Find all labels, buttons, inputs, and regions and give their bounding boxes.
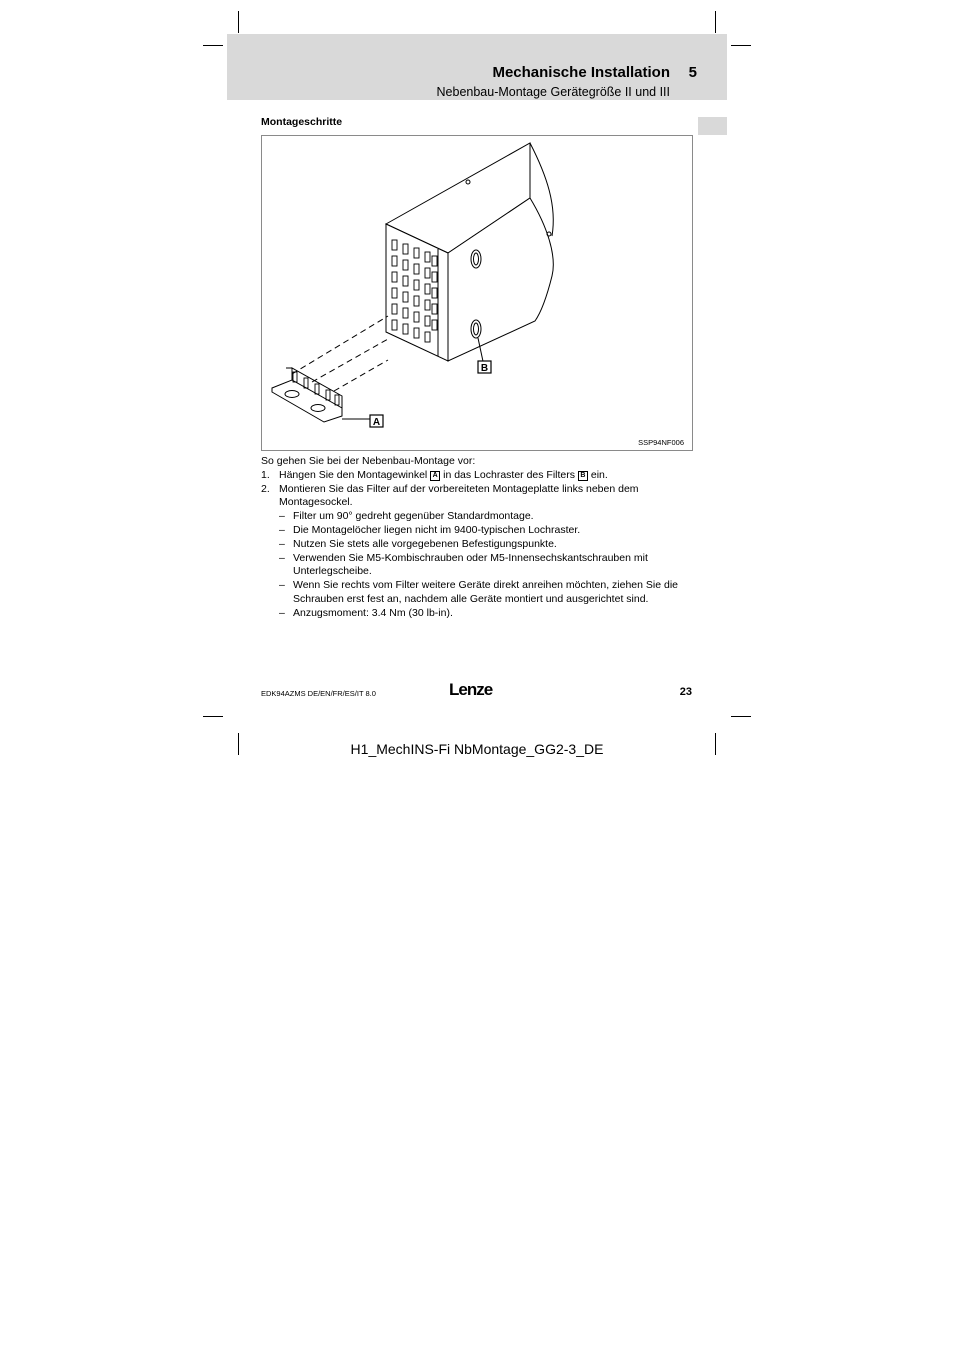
- step-number: 1.: [261, 468, 270, 481]
- step-2-details: [279, 510, 701, 620]
- crop-mark: [731, 716, 751, 717]
- chapter-tab-marker: [698, 117, 727, 135]
- label-b: B: [480, 363, 489, 374]
- list-item: – Filter um 90° gedreht gegenüber Standardmontage.: [279, 510, 534, 523]
- reference-a: A: [430, 471, 440, 481]
- list-item: – Anzugsmoment: 3.4 Nm (30 lb-in).: [279, 606, 453, 619]
- job-label: H1_MechINS-Fi NbMontage_GG2-3_DE: [350, 741, 604, 757]
- list-item: – Nutzen Sie stets alle vorgegebenen Befestigungspunkte.: [279, 537, 557, 550]
- step-2: [261, 483, 701, 511]
- document-code: EDK94AZMS DE/EN/FR/ES/IT 8.0: [261, 689, 376, 698]
- step-text: in das Lochraster des Filters: [443, 468, 576, 481]
- intro-text: So gehen Sie bei der Nebenbau-Montage vor:: [261, 455, 476, 467]
- page-number: 23: [679, 686, 692, 698]
- step-1: [261, 469, 701, 483]
- filter-mounting-illustration: [262, 136, 694, 452]
- mounting-figure: [261, 135, 693, 451]
- crop-mark: [203, 716, 223, 717]
- chapter-number: 5: [688, 64, 697, 81]
- reference-b: B: [578, 471, 588, 481]
- lenze-logo: Lenze: [449, 680, 493, 699]
- list-item: – Verwenden Sie M5-Kombischrauben oder M5-Innensechskantschrauben mit Unterlegscheibe.: [279, 551, 648, 578]
- crop-mark: [203, 45, 223, 46]
- crop-mark: [731, 45, 751, 46]
- page-subtitle: Nebenbau-Montage Gerätegröße II und III: [436, 85, 670, 99]
- instructions: [261, 455, 701, 621]
- header-band: [227, 34, 727, 100]
- list-item: – Die Montagelöcher liegen nicht im 9400-typischen Lochraster.: [279, 523, 581, 536]
- step-text: Hängen Sie den Montagewinkel: [279, 468, 428, 481]
- figure-code: SSP94NF006: [638, 438, 684, 447]
- step-text: Montieren Sie das Filter auf der vorbereiteten Montageplatte links neben dem Montagesockel.: [279, 482, 639, 509]
- page-title: Mechanische Installation: [492, 64, 670, 81]
- section-heading: Montageschritte: [261, 116, 343, 128]
- crop-mark: [238, 11, 239, 33]
- list-item: – Wenn Sie rechts vom Filter weitere Geräte direkt anreihen möchten, ziehen Sie die Schrauben erst fest an, nachdem alle Geräte montiert und ausgerichtet sind.: [279, 579, 678, 605]
- step-text: ein.: [590, 468, 608, 481]
- crop-mark: [715, 11, 716, 33]
- label-a: A: [372, 417, 381, 428]
- step-number: 2.: [261, 482, 270, 495]
